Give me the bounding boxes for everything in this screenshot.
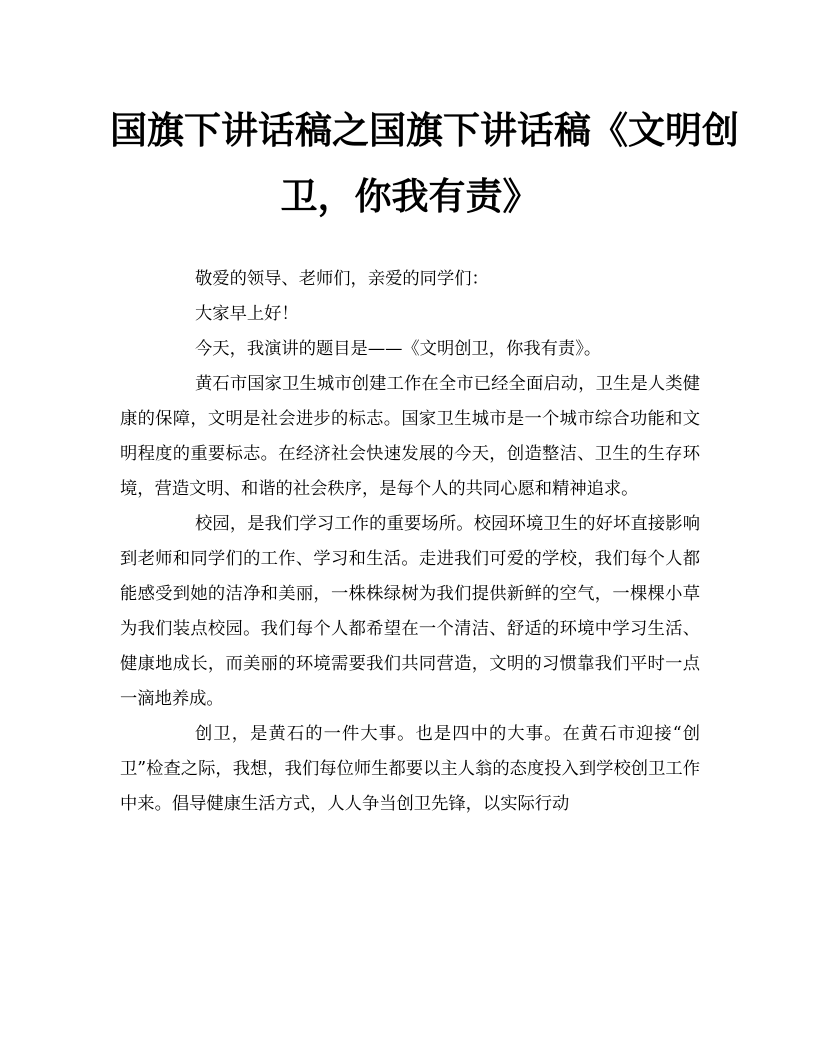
salutation-paragraph: 敬爱的领导、老师们，亲爱的同学们： [195, 269, 489, 289]
body-paragraph: 创卫，是黄石的一件大事。也是四中的大事。在黄石市迎接“创卫”检查之际，我想，我们每位师生都要以主人翁的态度投入到学校创卫工作中来。倡导健康生活方式，人人争当创卫先锋，以实际行动 [120, 724, 700, 814]
body-paragraph: 校园，是我们学习工作的重要场所。校园环境卫生的好坏直接影响到老师和同学们的工作、学习和生活。走进我们可爱的学校，我们每个人都能感受到她的洁净和美丽，一株株绿树为我们提供新鲜的空气，一棵棵小草为我们装点校园。我们每个人都希望在一个清洁、舒适的环境中学习生活、健康地成长，而美丽的环境需要我们共同营造，文明的习惯靠我们平时一点一滴地养成。 [120, 514, 700, 709]
topic-paragraph: 今天，我演讲的题目是——《文明创卫，你我有责》。 [195, 339, 602, 359]
greeting-paragraph: 大家早上好！ [195, 304, 299, 324]
document-body [120, 262, 700, 822]
document-title-line-2: 卫，你我有责》 [280, 174, 540, 218]
document-title-line-1: 国旗下讲话稿之国旗下讲话稿《文明创 [110, 108, 739, 152]
body-paragraph: 黄石市国家卫生城市创建工作在全市已经全面启动，卫生是人类健康的保障，文明是社会进步的标志。国家卫生城市是一个城市综合功能和文明程度的重要标志。在经济社会快速发展的今天，创造整洁、卫生的生存环境，营造文明、和谐的社会秩序，是每个人的共同心愿和精神追求。 [120, 374, 700, 499]
